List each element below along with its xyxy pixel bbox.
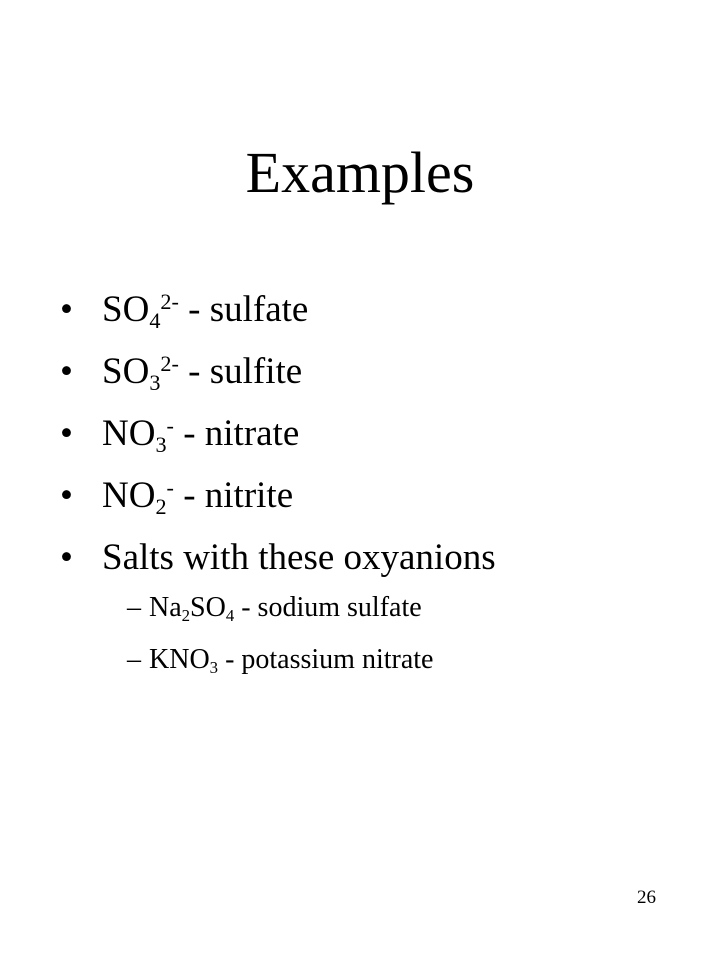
formula-subscript: 2 (181, 606, 191, 626)
ion-charge: 2- (160, 350, 179, 376)
ion-charge: - (166, 412, 174, 438)
formula-subscript: 4 (225, 606, 235, 626)
bullet-sulfate (60, 288, 496, 350)
formula-subscript: 3 (155, 431, 167, 457)
formula: NO (102, 413, 156, 454)
bullet-marker: • (60, 413, 73, 454)
formula-subscript: 4 (149, 307, 161, 333)
bullet-marker: • (60, 289, 73, 330)
sub-bullet-marker: – (127, 592, 141, 623)
formula: KNO (149, 644, 210, 675)
bullet-text: Salts with these oxyanions (102, 537, 496, 578)
salt-name: - potassium nitrate (218, 644, 434, 675)
ion-charge: 2- (160, 288, 179, 314)
formula: SO (102, 289, 150, 330)
formula: NO (102, 475, 156, 516)
bullet-sulfite (60, 350, 496, 412)
sub-bullet-sodium-sulfate (127, 590, 433, 642)
sub-bullet-marker: – (127, 644, 141, 675)
formula: Na (149, 592, 182, 623)
ion-charge: - (166, 474, 174, 500)
bullet-marker: • (60, 351, 73, 392)
ion-name: - sulfate (178, 289, 309, 330)
ion-name: - nitrite (173, 475, 294, 516)
formula-subscript: 3 (209, 658, 219, 678)
bullet-list (60, 288, 496, 598)
formula-subscript: 2 (155, 493, 167, 519)
sub-bullet-list (127, 590, 433, 694)
salt-name: - sodium sulfate (234, 592, 422, 623)
bullet-marker: • (60, 475, 73, 516)
bullet-salts (60, 536, 496, 598)
bullet-nitrate (60, 412, 496, 474)
formula-subscript: 3 (149, 369, 161, 395)
bullet-marker: • (60, 537, 73, 578)
slide-title: Examples (245, 140, 475, 205)
formula: SO (190, 592, 226, 623)
ion-name: - sulfite (178, 351, 303, 392)
sub-bullet-potassium-nitrate (127, 642, 433, 694)
ion-name: - nitrate (173, 413, 300, 454)
bullet-nitrite (60, 474, 496, 536)
formula: SO (102, 351, 150, 392)
page-number: 26 (637, 887, 656, 908)
